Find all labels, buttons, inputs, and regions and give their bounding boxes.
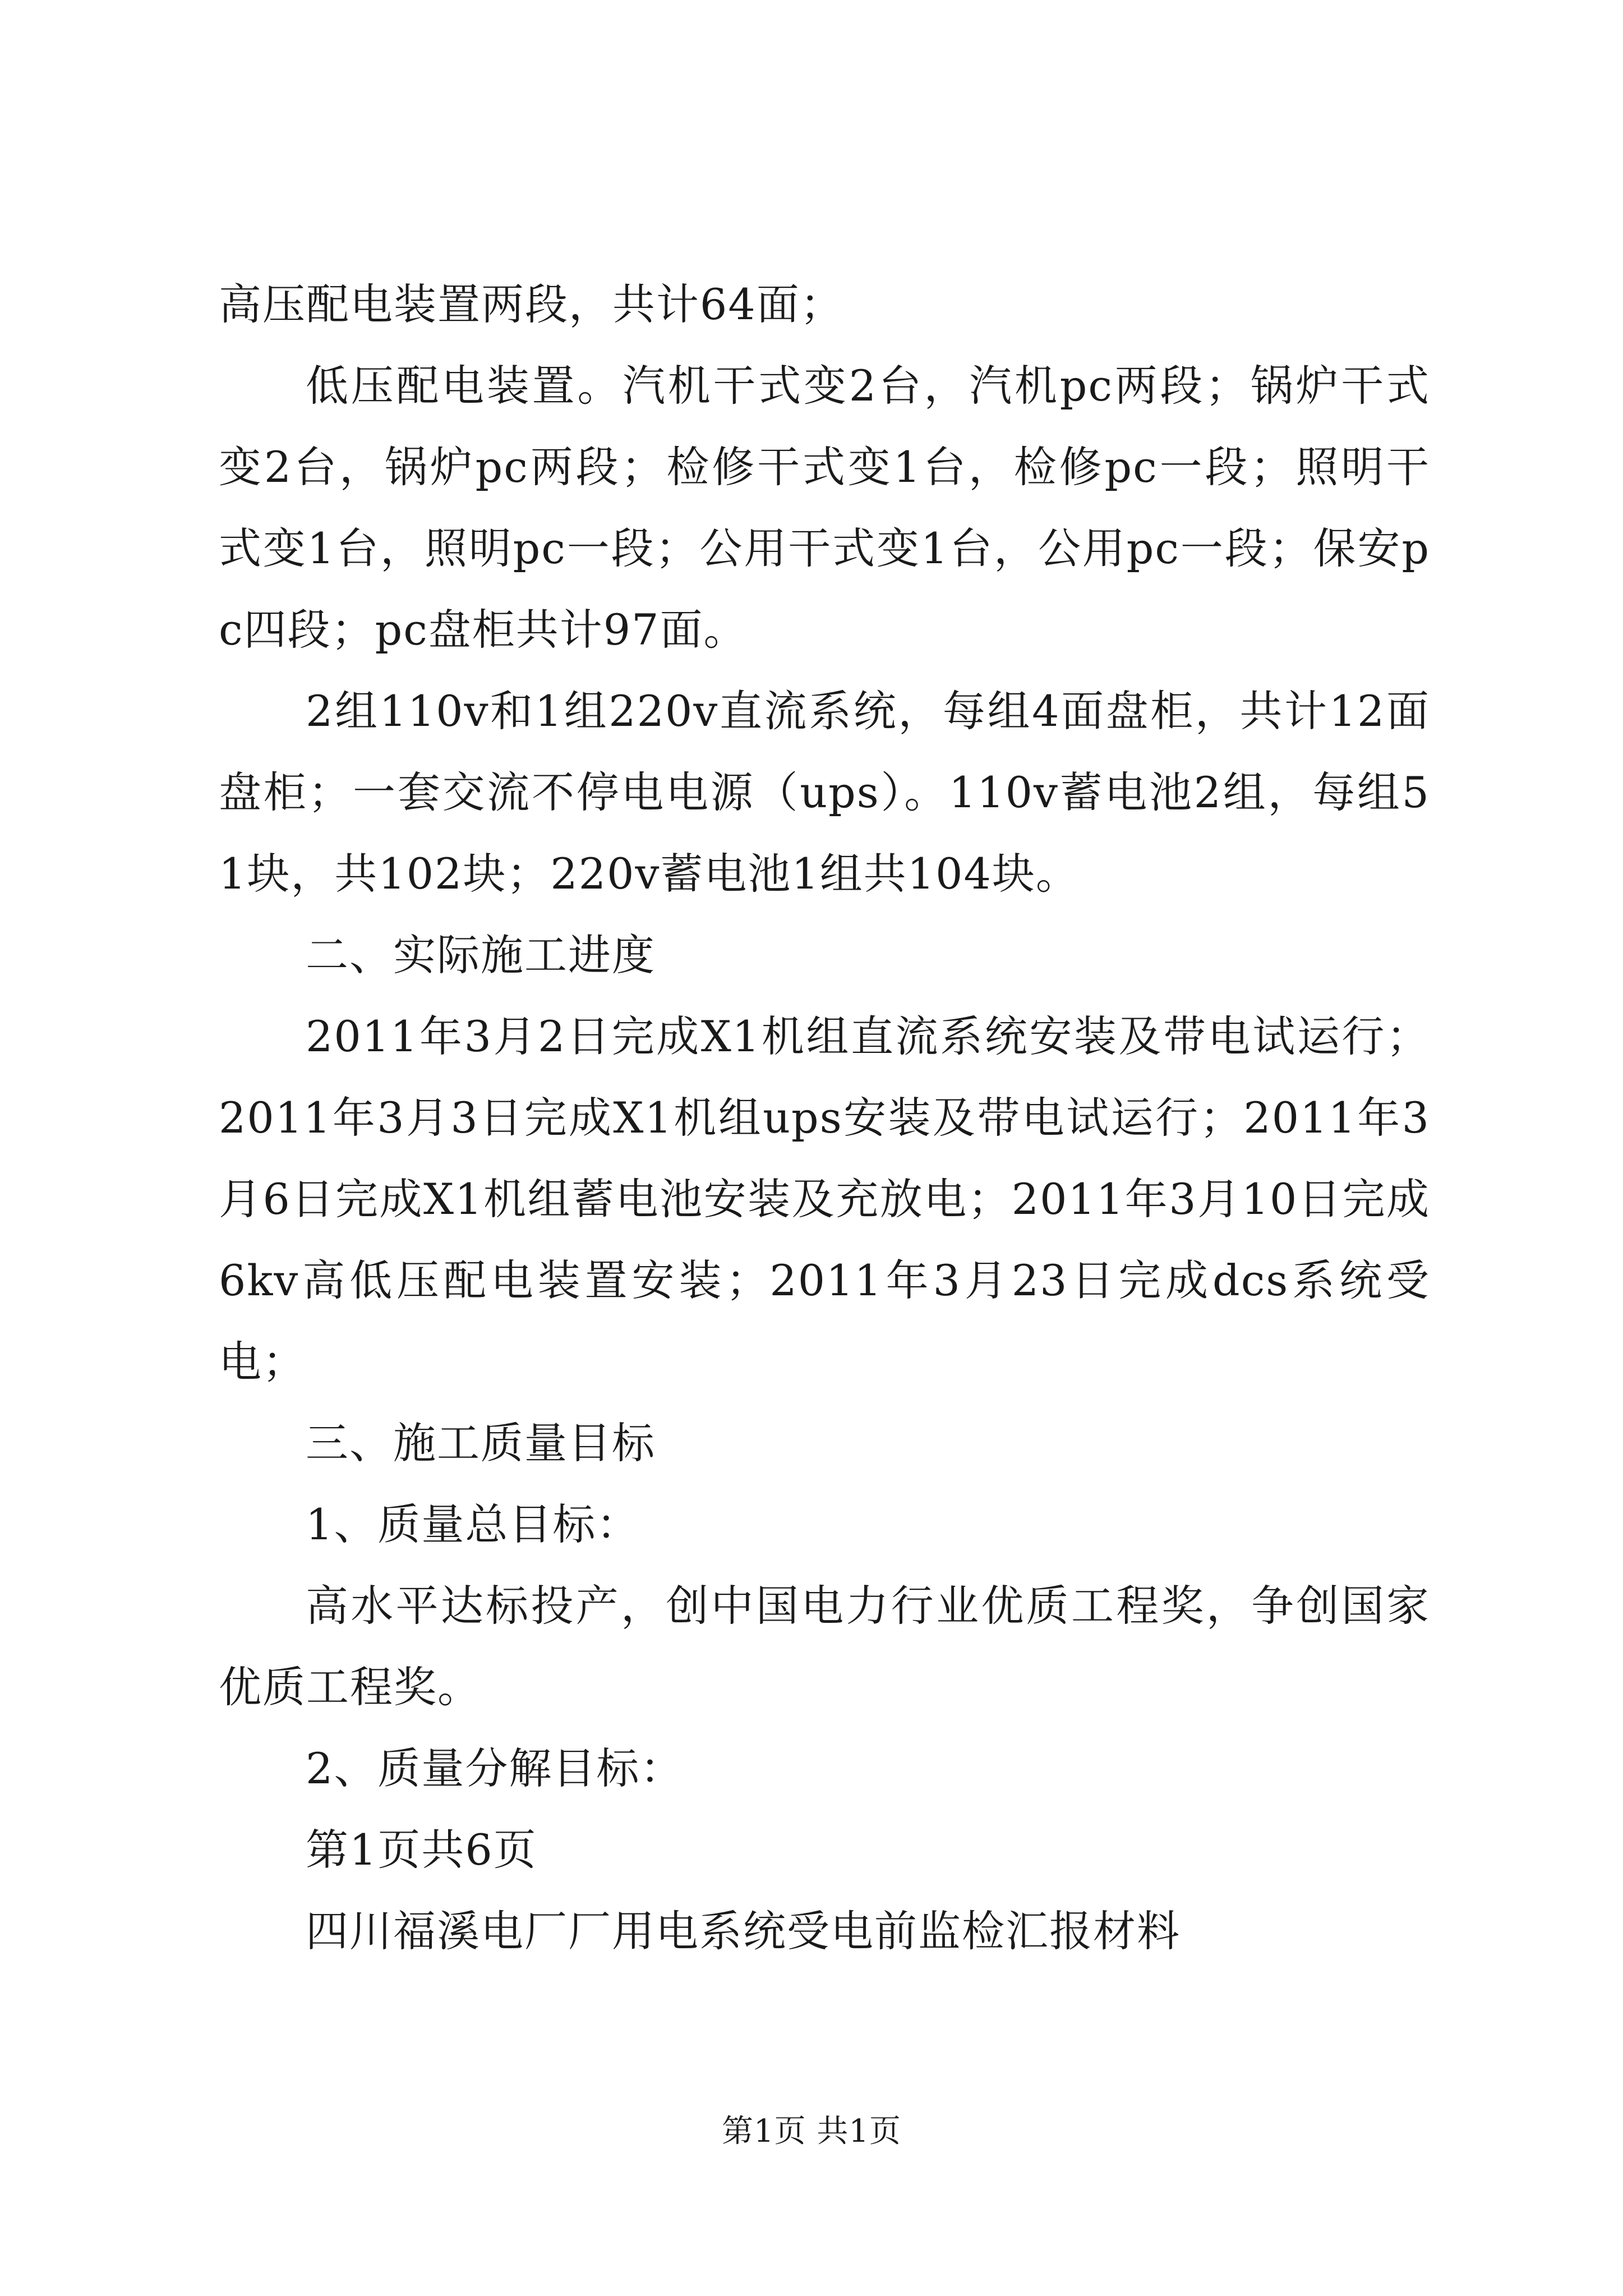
document-title-line: 四川福溪电厂厂用电系统受电前监检汇报材料 [306,1906,1181,1956]
inline-page-number: 第1页共6页 [306,1825,537,1875]
heading-quality-targets: 三、施工质量目标 [306,1418,656,1468]
page-footer: 第1页 共1页 [721,2113,902,2150]
subheading-breakdown-target: 2、质量分解目标： [306,1743,684,1793]
heading-construction-progress: 二、实际施工进度 [306,930,656,980]
document-body [219,264,1430,1972]
paragraph-dc-system: 2组110v和1组220v直流系统，每组4面盘柜，共计12面盘柜；一套交流不停电电源（ups）。110v蓄电池2组，每组51块，共102块；220v蓄电池1组共104块。 [219,686,1430,899]
paragraph-progress-dates: 2011年3月2日完成X1机组直流系统安装及带电试运行；2011年3月3日完成X1机组ups安装及带电试运行；2011年3月6日完成X1机组蓄电池安装及充放电；2011年3月10日完成6kv高低压配电装置安装；2011年3月23日完成dcs系统受电； [219,1011,1430,1387]
paragraph-low-voltage: 低压配电装置。汽机干式变2台，汽机pc两段；锅炉干式变2台，锅炉pc两段；检修干式变1台，检修pc一段；照明干式变1台，照明pc一段；公用干式变1台，公用pc一段；保安pc四段；pc盘柜共计97面。 [219,361,1430,655]
paragraph-high-voltage: 高压配电装置两段，共计64面； [219,279,844,329]
subheading-overall-target: 1、质量总目标： [306,1499,640,1549]
paragraph-overall-target: 高水平达标投产，创中国电力行业优质工程奖，争创国家优质工程奖。 [219,1581,1430,1712]
